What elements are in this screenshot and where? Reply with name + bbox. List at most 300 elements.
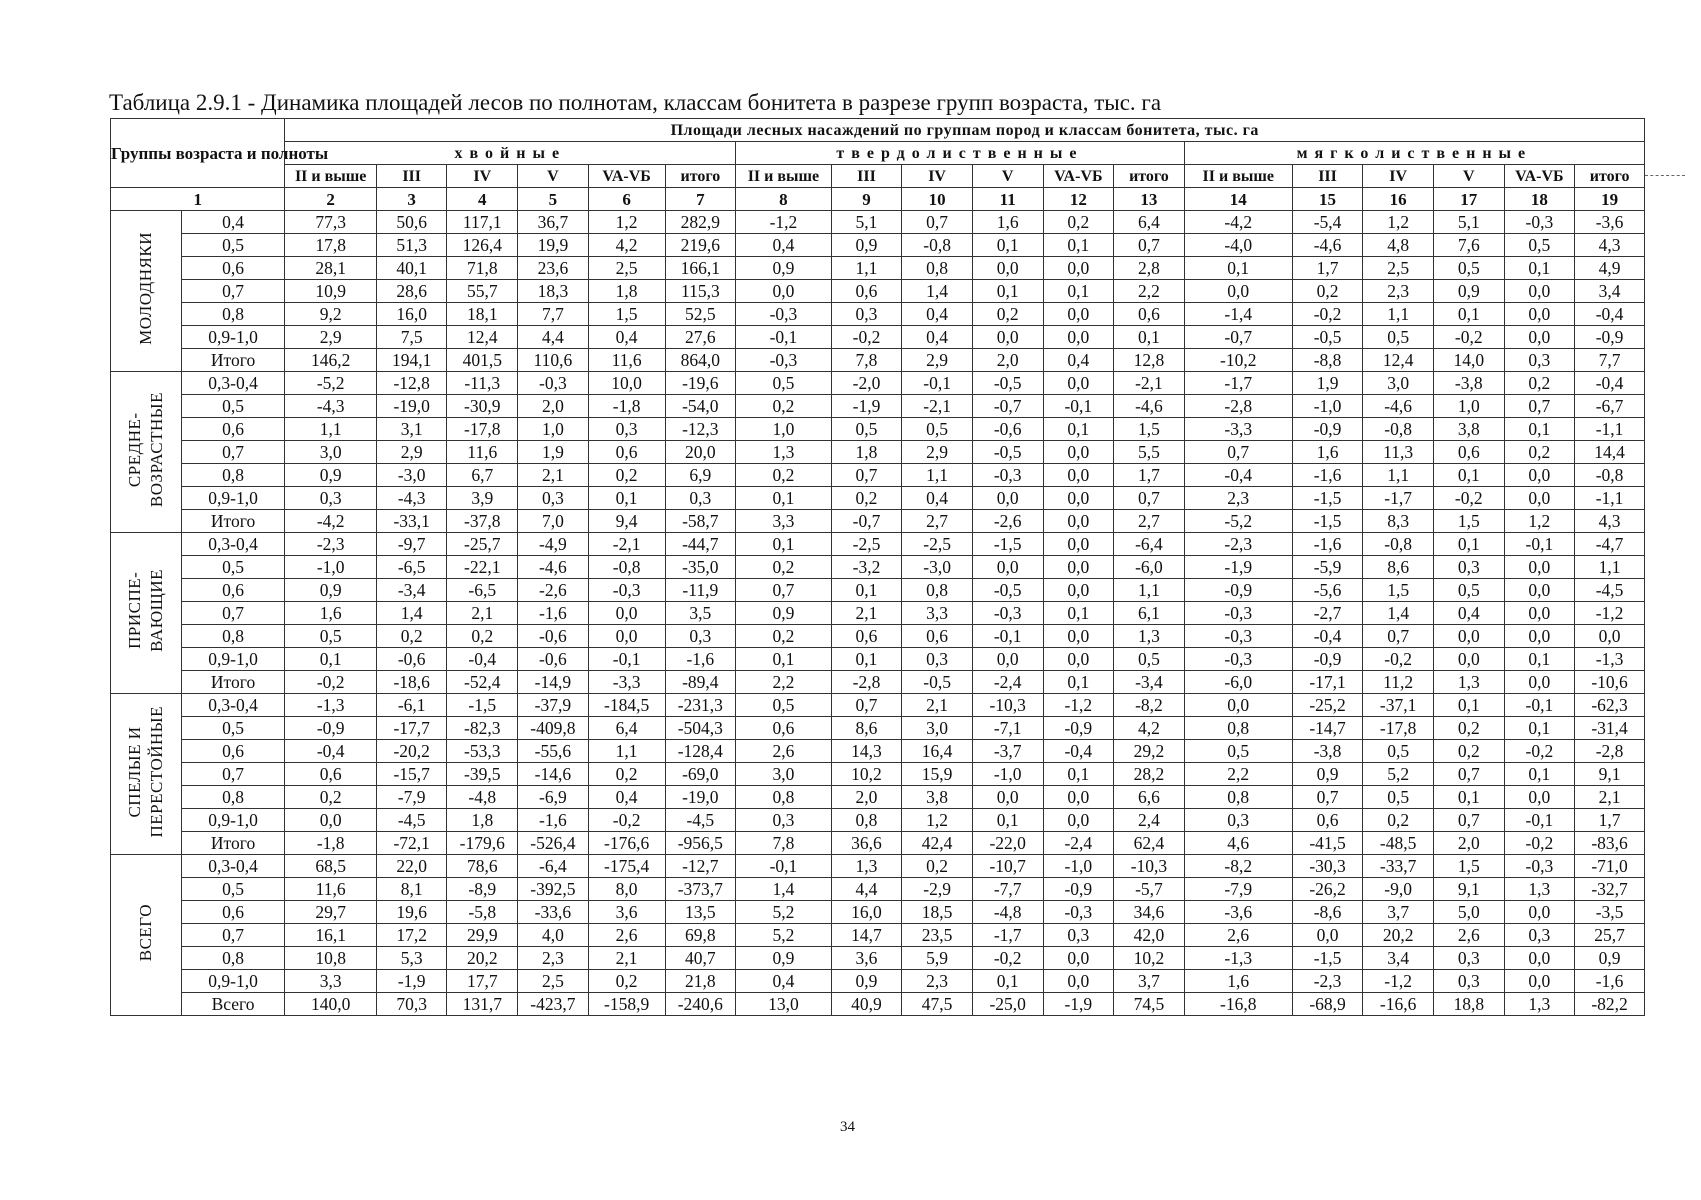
table-cell: 29,7	[285, 901, 376, 924]
table-cell: -0,5	[1292, 326, 1363, 349]
table-cell: 0,0	[1043, 556, 1114, 579]
column-header: VA-VБ	[588, 165, 665, 188]
table-cell: 0,0	[1043, 257, 1114, 280]
table-cell: -6,0	[1114, 556, 1185, 579]
column-number: 9	[831, 188, 902, 211]
table-cell: 5,2	[736, 901, 832, 924]
table-cell: -2,1	[588, 533, 665, 556]
table-cell: -35,0	[665, 556, 736, 579]
table-cell: -1,6	[1575, 970, 1645, 993]
table-cell: 0,7	[831, 694, 902, 717]
table-cell: 1,1	[831, 257, 902, 280]
table-cell: 1,1	[588, 740, 665, 763]
density-label: 0,7	[181, 602, 285, 625]
table-cell: 0,0	[1043, 625, 1114, 648]
table-cell: 10,0	[588, 372, 665, 395]
table-cell: 126,4	[447, 234, 518, 257]
table-cell: 0,6	[285, 763, 376, 786]
table-cell: 0,3	[285, 487, 376, 510]
density-label: 0,8	[181, 625, 285, 648]
table-cell: -4,5	[1575, 579, 1645, 602]
table-cell: -1,6	[665, 648, 736, 671]
table-cell: 1,4	[736, 878, 832, 901]
table-cell: 1,4	[1363, 602, 1434, 625]
table-cell: -0,2	[1433, 487, 1504, 510]
table-cell: -0,1	[1504, 809, 1575, 832]
table-cell: 0,9	[1575, 947, 1645, 970]
column-number: 1	[111, 188, 285, 211]
table-cell: 0,8	[902, 257, 973, 280]
table-cell: 0,2	[376, 625, 447, 648]
table-cell: -12,8	[376, 372, 447, 395]
table-cell: 0,5	[1114, 648, 1185, 671]
table-cell: 3,0	[1363, 372, 1434, 395]
table-row	[111, 625, 1645, 648]
table-cell: 0,1	[1114, 326, 1185, 349]
table-cell: 0,4	[902, 487, 973, 510]
table-cell: 864,0	[665, 349, 736, 372]
table-row	[111, 372, 1645, 395]
table-cell: 0,8	[1184, 786, 1292, 809]
column-number: 10	[902, 188, 973, 211]
table-cell: -1,3	[285, 694, 376, 717]
table-cell: 0,7	[1184, 441, 1292, 464]
table-cell: -2,6	[972, 510, 1043, 533]
table-cell: -0,3	[972, 464, 1043, 487]
column-header: III	[376, 165, 447, 188]
table-cell: 0,0	[1504, 579, 1575, 602]
table-cell: -4,3	[376, 487, 447, 510]
table-cell: -8,2	[1184, 855, 1292, 878]
table-cell: -0,6	[518, 648, 589, 671]
table-cell: 0,3	[518, 487, 589, 510]
table-cell: -1,5	[447, 694, 518, 717]
table-cell: 3,4	[1575, 280, 1645, 303]
table-cell: -0,1	[736, 326, 832, 349]
table-cell: 16,1	[285, 924, 376, 947]
table-cell: -0,3	[972, 602, 1043, 625]
table-cell: -33,1	[376, 510, 447, 533]
table-cell: 0,0	[972, 786, 1043, 809]
table-cell: -0,6	[376, 648, 447, 671]
table-cell: -0,6	[972, 418, 1043, 441]
table-cell: 0,9	[831, 970, 902, 993]
table-cell: -1,6	[1292, 464, 1363, 487]
table-cell: 7,8	[831, 349, 902, 372]
table-cell: -8,6	[1292, 901, 1363, 924]
table-cell: -4,6	[1292, 234, 1363, 257]
table-cell: 6,9	[665, 464, 736, 487]
table-cell: 18,8	[1433, 993, 1504, 1016]
table-row	[111, 924, 1645, 947]
table-cell: 16,0	[831, 901, 902, 924]
table-cell: 1,2	[1504, 510, 1575, 533]
table-cell: 0,3	[1433, 556, 1504, 579]
table-cell: -1,5	[1292, 510, 1363, 533]
table-cell: 1,7	[1114, 464, 1185, 487]
table-cell: -4,8	[972, 901, 1043, 924]
table-cell: 2,1	[588, 947, 665, 970]
table-cell: 0,0	[972, 257, 1043, 280]
table-cell: 5,2	[1363, 763, 1434, 786]
table-row	[111, 303, 1645, 326]
table-cell: 0,5	[1363, 740, 1434, 763]
density-label: 0,8	[181, 786, 285, 809]
forest-area-table	[110, 118, 1645, 1016]
table-cell: 3,0	[902, 717, 973, 740]
table-cell: -2,9	[902, 878, 973, 901]
table-cell: -15,7	[376, 763, 447, 786]
table-cell: 0,1	[1043, 280, 1114, 303]
table-cell: -0,3	[1184, 648, 1292, 671]
table-cell: -11,3	[447, 372, 518, 395]
table-cell: 29,2	[1114, 740, 1185, 763]
table-row	[111, 211, 1645, 234]
table-cell: 1,0	[1433, 395, 1504, 418]
table-cell: 9,2	[285, 303, 376, 326]
table-cell: -0,8	[588, 556, 665, 579]
table-cell: -0,4	[447, 648, 518, 671]
table-cell: 2,9	[376, 441, 447, 464]
table-cell: 23,6	[518, 257, 589, 280]
table-cell: 0,4	[588, 786, 665, 809]
table-cell: 282,9	[665, 211, 736, 234]
total-row	[111, 510, 1645, 533]
table-cell: 0,1	[736, 648, 832, 671]
table-cell: 0,4	[902, 303, 973, 326]
table-cell: 5,5	[1114, 441, 1185, 464]
column-header: V	[518, 165, 589, 188]
table-cell: -31,4	[1575, 717, 1645, 740]
table-cell: 18,5	[902, 901, 973, 924]
table-cell: -0,7	[1184, 326, 1292, 349]
table-cell: 2,0	[972, 349, 1043, 372]
table-cell: 10,9	[285, 280, 376, 303]
density-label: 0,3-0,4	[181, 694, 285, 717]
table-cell: 14,7	[831, 924, 902, 947]
table-cell: 7,0	[518, 510, 589, 533]
column-header: V	[1433, 165, 1504, 188]
table-row	[111, 441, 1645, 464]
table-cell: -0,3	[1184, 625, 1292, 648]
column-header: II и выше	[285, 165, 376, 188]
table-cell: 1,7	[1292, 257, 1363, 280]
table-cell: 0,1	[1043, 671, 1114, 694]
density-label: 0,3-0,4	[181, 855, 285, 878]
table-cell: 1,1	[902, 464, 973, 487]
age-group-label	[111, 211, 182, 372]
table-cell: -2,7	[1292, 602, 1363, 625]
table-cell: 1,3	[1433, 671, 1504, 694]
table-cell: 0,0	[285, 809, 376, 832]
table-cell: -22,0	[972, 832, 1043, 855]
table-cell: 0,0	[1504, 326, 1575, 349]
table-cell: -19,0	[376, 395, 447, 418]
table-cell: 1,7	[1575, 809, 1645, 832]
table-cell: -2,0	[831, 372, 902, 395]
table-cell: 0,1	[736, 487, 832, 510]
table-cell: 3,8	[902, 786, 973, 809]
table-cell: 0,7	[1114, 487, 1185, 510]
table-cell: 0,2	[1433, 717, 1504, 740]
table-cell: 34,6	[1114, 901, 1185, 924]
table-cell: -0,5	[972, 579, 1043, 602]
table-cell: 0,6	[902, 625, 973, 648]
density-label: 0,9-1,0	[181, 809, 285, 832]
table-cell: 14,0	[1433, 349, 1504, 372]
table-cell: -0,2	[1292, 303, 1363, 326]
table-cell: 11,2	[1363, 671, 1434, 694]
table-cell: -3,6	[1184, 901, 1292, 924]
column-header: итого	[1575, 165, 1645, 188]
table-cell: 6,4	[1114, 211, 1185, 234]
table-cell: 194,1	[376, 349, 447, 372]
table-cell: 0,0	[1043, 441, 1114, 464]
table-cell: 1,3	[831, 855, 902, 878]
table-cell: 0,3	[1043, 924, 1114, 947]
table-cell: -1,9	[1184, 556, 1292, 579]
table-cell: 0,7	[1292, 786, 1363, 809]
table-cell: 1,3	[736, 441, 832, 464]
table-cell: -2,6	[518, 579, 589, 602]
density-label: 0,7	[181, 924, 285, 947]
table-cell: 0,2	[1363, 809, 1434, 832]
column-header: итого	[665, 165, 736, 188]
table-cell: 8,6	[831, 717, 902, 740]
table-cell: -0,2	[285, 671, 376, 694]
column-number: 13	[1114, 188, 1185, 211]
table-cell: -1,8	[588, 395, 665, 418]
table-cell: 2,5	[518, 970, 589, 993]
table-cell: -1,4	[1184, 303, 1292, 326]
table-cell: 0,7	[902, 211, 973, 234]
table-cell: 3,3	[285, 970, 376, 993]
table-cell: 0,0	[1043, 510, 1114, 533]
table-cell: 5,2	[736, 924, 832, 947]
table-cell: 0,1	[1433, 694, 1504, 717]
table-cell: -44,7	[665, 533, 736, 556]
table-cell: -0,9	[285, 717, 376, 740]
table-cell: -1,1	[1575, 418, 1645, 441]
column-header: III	[1292, 165, 1363, 188]
table-cell: 0,0	[972, 326, 1043, 349]
table-cell: 0,0	[1433, 625, 1504, 648]
table-cell: -37,1	[1363, 694, 1434, 717]
table-cell: 11,6	[447, 441, 518, 464]
table-cell: 36,6	[831, 832, 902, 855]
table-cell: 0,3	[588, 418, 665, 441]
table-cell: 1,6	[285, 602, 376, 625]
table-cell: -17,1	[1292, 671, 1363, 694]
table-cell: -4,2	[1184, 211, 1292, 234]
table-cell: 71,8	[447, 257, 518, 280]
table-cell: 0,0	[1504, 464, 1575, 487]
table-cell: -175,4	[588, 855, 665, 878]
table-cell: 0,4	[736, 970, 832, 993]
table-cell: 77,3	[285, 211, 376, 234]
table-cell: 17,2	[376, 924, 447, 947]
table-cell: -0,1	[1504, 694, 1575, 717]
table-cell: 0,1	[972, 809, 1043, 832]
table-cell: 131,7	[447, 993, 518, 1016]
density-label: 0,9-1,0	[181, 326, 285, 349]
table-cell: 2,6	[588, 924, 665, 947]
table-cell: -0,4	[1575, 372, 1645, 395]
table-cell: 40,7	[665, 947, 736, 970]
density-label: 0,6	[181, 901, 285, 924]
table-cell: 0,7	[1363, 625, 1434, 648]
table-cell: 0,4	[902, 326, 973, 349]
table-cell: -0,9	[1043, 717, 1114, 740]
table-row	[111, 947, 1645, 970]
table-cell: -0,9	[1184, 579, 1292, 602]
table-cell: 0,0	[1504, 970, 1575, 993]
table-cell: 12,8	[1114, 349, 1185, 372]
table-cell: 2,0	[518, 395, 589, 418]
table-cell: -18,6	[376, 671, 447, 694]
table-cell: -7,9	[1184, 878, 1292, 901]
table-cell: 14,3	[831, 740, 902, 763]
table-row	[111, 970, 1645, 993]
table-cell: -2,4	[1043, 832, 1114, 855]
table-cell: -6,1	[376, 694, 447, 717]
column-number: 14	[1184, 188, 1292, 211]
table-cell: 0,7	[831, 464, 902, 487]
table-cell: -20,2	[376, 740, 447, 763]
table-cell: 2,2	[1184, 763, 1292, 786]
table-cell: -0,2	[588, 809, 665, 832]
table-cell: -62,3	[1575, 694, 1645, 717]
density-label: 0,5	[181, 717, 285, 740]
table-cell: -3,4	[376, 579, 447, 602]
table-cell: 0,9	[1433, 280, 1504, 303]
table-cell: -0,9	[1043, 878, 1114, 901]
table-cell: -373,7	[665, 878, 736, 901]
table-cell: -0,7	[831, 510, 902, 533]
table-cell: -4,8	[447, 786, 518, 809]
table-cell: 1,3	[1114, 625, 1185, 648]
table-cell: 47,5	[902, 993, 973, 1016]
total-row	[111, 993, 1645, 1016]
column-header: IV	[902, 165, 973, 188]
table-cell: 9,4	[588, 510, 665, 533]
table-cell: 20,2	[1363, 924, 1434, 947]
table-cell: 0,1	[972, 280, 1043, 303]
table-cell: -0,4	[1184, 464, 1292, 487]
table-cell: -69,0	[665, 763, 736, 786]
table-cell: 1,6	[972, 211, 1043, 234]
column-number: 15	[1292, 188, 1363, 211]
table-cell: 0,1	[1184, 257, 1292, 280]
table-cell: -0,3	[736, 349, 832, 372]
table-cell: 0,1	[1043, 763, 1114, 786]
table-cell: -3,6	[1575, 211, 1645, 234]
table-cell: 21,8	[665, 970, 736, 993]
table-cell: 0,2	[1292, 280, 1363, 303]
table-cell: 5,0	[1433, 901, 1504, 924]
table-cell: -5,2	[285, 372, 376, 395]
table-row	[111, 740, 1645, 763]
table-cell: 70,3	[376, 993, 447, 1016]
table-cell: 0,1	[285, 648, 376, 671]
table-cell: -16,8	[1184, 993, 1292, 1016]
table-cell: 0,1	[1504, 648, 1575, 671]
age-group-text: СПЕЛЫЕ И ПЕРЕСТОЙНЫЕ	[124, 705, 166, 838]
table-cell: 20,0	[665, 441, 736, 464]
table-cell: 8,0	[588, 878, 665, 901]
density-label: 0,6	[181, 257, 285, 280]
table-cell: 0,0	[1043, 579, 1114, 602]
table-cell: 1,4	[902, 280, 973, 303]
table-cell: 2,2	[736, 671, 832, 694]
table-cell: 0,2	[1504, 372, 1575, 395]
table-cell: -1,5	[1292, 487, 1363, 510]
table-cell: 18,1	[447, 303, 518, 326]
table-cell: 4,3	[1575, 234, 1645, 257]
table-cell: 5,3	[376, 947, 447, 970]
table-cell: 0,2	[902, 855, 973, 878]
table-cell: -0,1	[972, 625, 1043, 648]
table-cell: 0,0	[972, 648, 1043, 671]
table-cell: 0,0	[1504, 602, 1575, 625]
table-cell: 0,0	[1504, 280, 1575, 303]
table-cell: -0,2	[831, 326, 902, 349]
table-cell: -6,5	[447, 579, 518, 602]
table-cell: -231,3	[665, 694, 736, 717]
group-conifers: хвойные	[285, 142, 736, 165]
table-cell: 219,6	[665, 234, 736, 257]
table-cell: 2,0	[1433, 832, 1504, 855]
table-row	[111, 809, 1645, 832]
table-cell: 9,1	[1433, 878, 1504, 901]
table-cell: -3,7	[972, 740, 1043, 763]
table-cell: 0,1	[1433, 786, 1504, 809]
table-cell: -1,9	[1043, 993, 1114, 1016]
table-cell: 0,5	[831, 418, 902, 441]
table-cell: 0,1	[1433, 533, 1504, 556]
column-number: 6	[588, 188, 665, 211]
table-cell: 3,3	[736, 510, 832, 533]
table-cell: -89,4	[665, 671, 736, 694]
table-cell: 110,6	[518, 349, 589, 372]
table-cell: -30,9	[447, 395, 518, 418]
table-cell: -58,7	[665, 510, 736, 533]
density-label: 0,5	[181, 395, 285, 418]
table-cell: 0,1	[1504, 418, 1575, 441]
table-cell: 1,0	[736, 418, 832, 441]
table-cell: 0,6	[1433, 441, 1504, 464]
table-cell: 2,6	[1433, 924, 1504, 947]
table-row	[111, 694, 1645, 717]
table-cell: 0,2	[588, 970, 665, 993]
age-group-label	[111, 372, 182, 533]
table-cell: -1,2	[1043, 694, 1114, 717]
table-cell: 0,1	[831, 579, 902, 602]
table-cell: -0,2	[1504, 740, 1575, 763]
table-cell: 0,1	[736, 533, 832, 556]
table-cell: 2,3	[1363, 280, 1434, 303]
table-cell: 1,1	[1114, 579, 1185, 602]
table-cell: 0,2	[588, 763, 665, 786]
table-cell: -2,1	[1114, 372, 1185, 395]
table-cell: 0,4	[736, 234, 832, 257]
table-cell: 0,0	[1043, 372, 1114, 395]
table-cell: -0,3	[1504, 211, 1575, 234]
table-cell: 4,4	[518, 326, 589, 349]
table-cell: 22,0	[376, 855, 447, 878]
table-cell: -7,1	[972, 717, 1043, 740]
table-row	[111, 487, 1645, 510]
